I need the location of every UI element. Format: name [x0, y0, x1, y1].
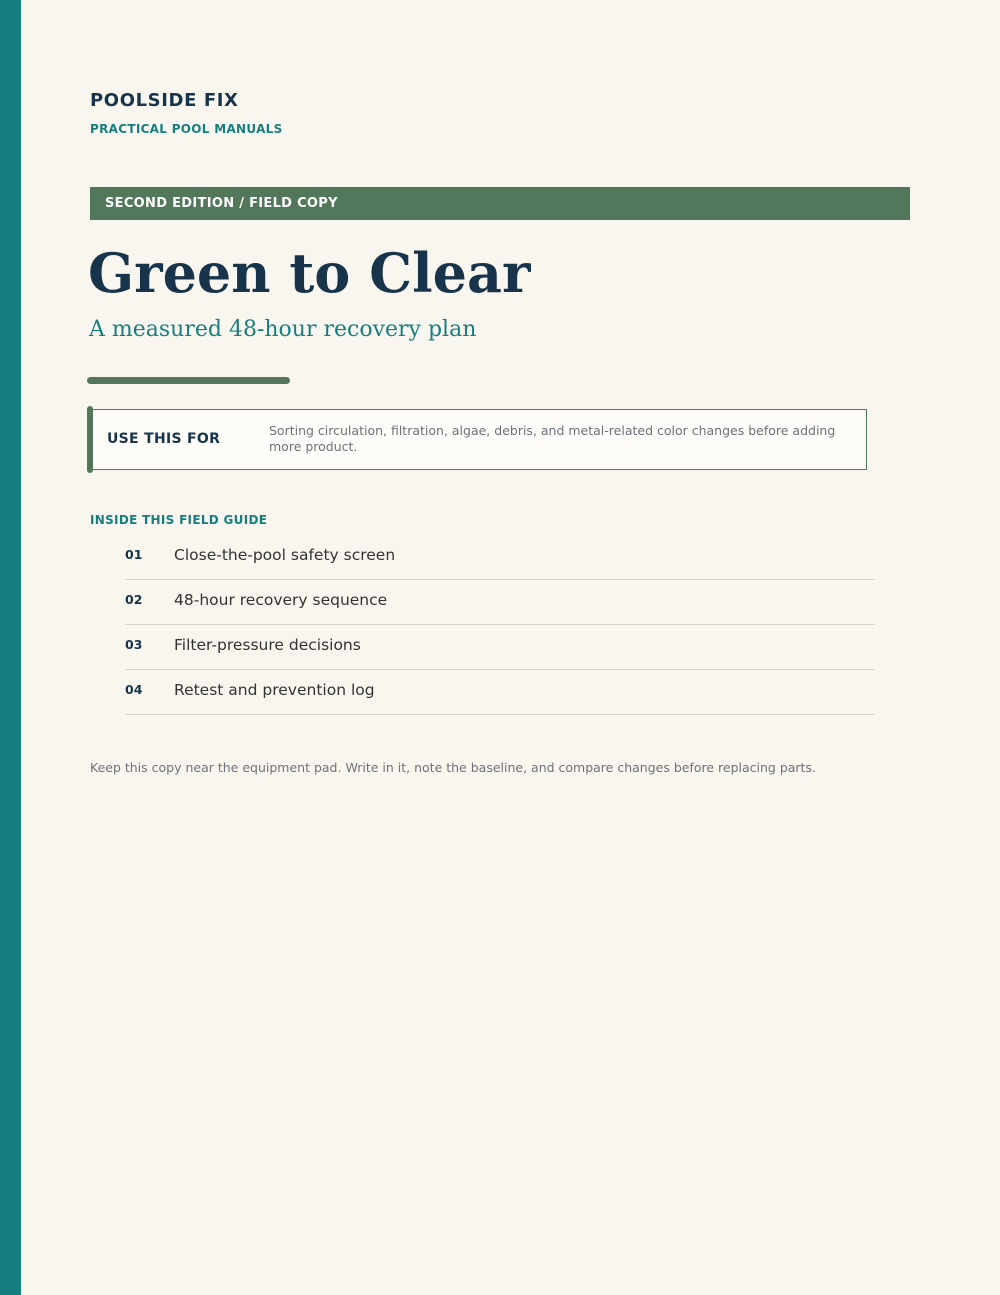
contents-item — [125, 580, 875, 625]
title-underline — [87, 377, 290, 384]
use-this-for-label: USE THIS FOR — [107, 431, 221, 447]
contents-item — [125, 625, 875, 670]
contents-item-label: Filter-pressure decisions — [174, 636, 361, 654]
footnote: Keep this copy near the equipment pad. Write in it, note the baseline, and compare changes before replacing parts. — [90, 760, 816, 775]
use-this-for-box — [90, 409, 867, 470]
contents-item-number: 02 — [125, 592, 143, 607]
contents-list — [125, 535, 875, 715]
page-subtitle: A measured 48-hour recovery plan — [89, 317, 477, 342]
brand-tagline: PRACTICAL POOL MANUALS — [90, 122, 283, 136]
contents-heading: INSIDE THIS FIELD GUIDE — [90, 513, 268, 527]
page-title: Green to Clear — [88, 241, 531, 305]
brand-name: POOLSIDE FIX — [90, 90, 239, 111]
contents-item — [125, 670, 875, 715]
use-box-accent-bar — [87, 406, 93, 473]
side-accent-bar — [0, 0, 21, 1295]
contents-item-number: 04 — [125, 682, 143, 697]
contents-item — [125, 535, 875, 580]
contents-item-label: Close-the-pool safety screen — [174, 546, 396, 564]
use-this-for-text: Sorting circulation, filtration, algae, debris, and metal-related color changes before adding more product. — [269, 423, 836, 454]
contents-item-label: Retest and prevention log — [174, 681, 375, 699]
contents-item-number: 01 — [125, 547, 143, 562]
edition-banner: SECOND EDITION / FIELD COPY — [90, 187, 910, 220]
contents-item-number: 03 — [125, 637, 143, 652]
contents-item-label: 48-hour recovery sequence — [174, 591, 388, 609]
